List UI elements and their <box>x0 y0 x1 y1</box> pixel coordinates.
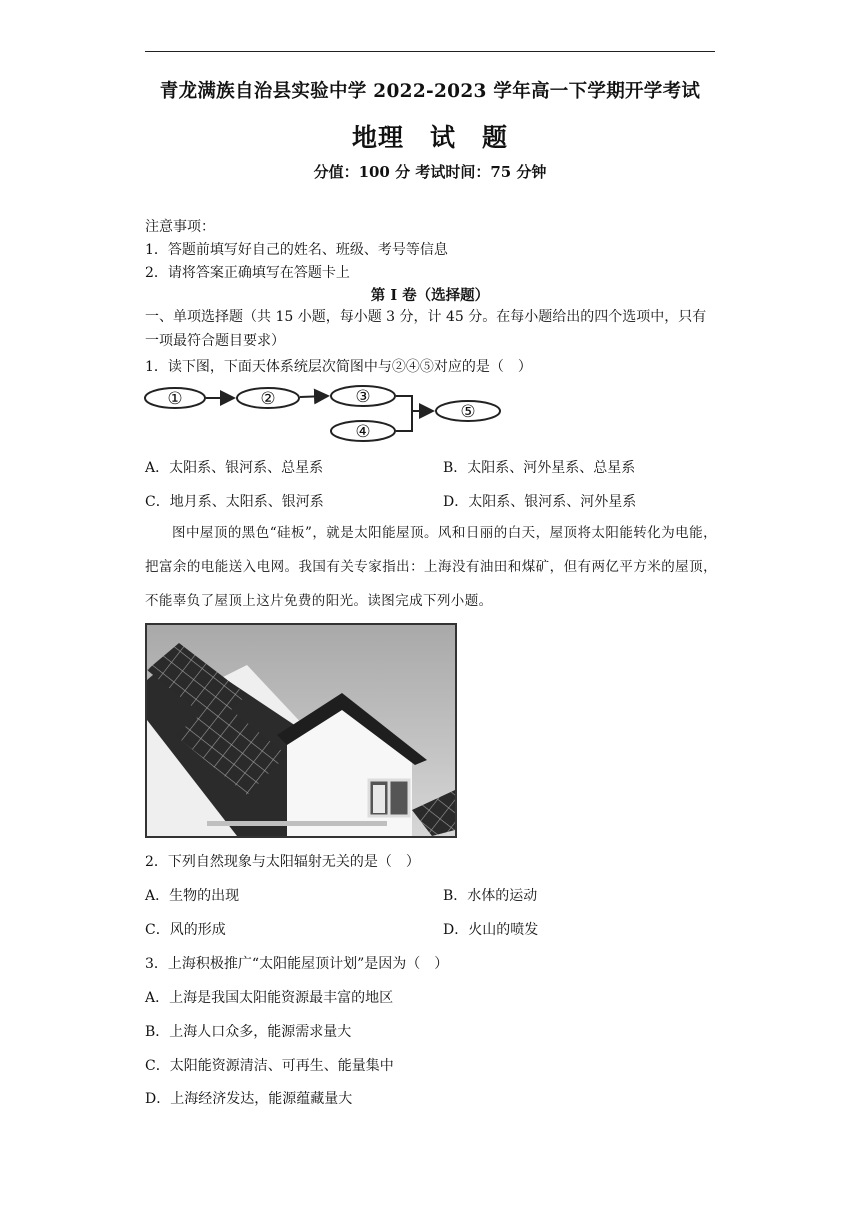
arrow-2-3 <box>300 396 328 397</box>
q1-option-c: C．地月系、太阳系、银河系 <box>145 494 324 510</box>
q3-option-a: A．上海是我国太阳能资源最丰富的地区 <box>145 990 394 1006</box>
q3-stem: 3．上海积极推广“太阳能屋顶计划”是因为（ ） <box>145 956 449 972</box>
notes-heading: 注意事项： <box>145 219 215 235</box>
section-instruction: 一、单项选择题（共 15 小题，每小题 3 分，计 45 分。在每小题给出的四个选项中，只有一项最符合题目要求） <box>145 309 707 349</box>
school-exam-title: 青龙满族自治县实验中学 2022-2023 学年高一下学期开学考试 <box>159 81 701 102</box>
subject-title: 地理 试 题 <box>351 123 508 152</box>
node-1-label: ① <box>167 389 183 409</box>
score-and-time: 分值：100 分 考试时间：75 分钟 <box>313 163 547 181</box>
node-2-label: ② <box>260 389 276 409</box>
q1-option-b: B．太阳系、河外星系、总星系 <box>443 460 636 476</box>
q1-option-d: D．太阳系、银河系、河外星系 <box>443 494 637 510</box>
note-item-1: 1．答题前填写好自己的姓名、班级、考号等信息 <box>145 242 448 258</box>
q3-option-d: D．上海经济发达，能源蕴藏量大 <box>145 1091 353 1107</box>
celestial-hierarchy-diagram <box>140 380 510 446</box>
q2-option-b: B．水体的运动 <box>443 888 538 904</box>
q2-option-c: C．风的形成 <box>145 922 226 938</box>
solar-roof-house-photo <box>145 623 457 838</box>
node-5-label: ⑤ <box>460 402 476 422</box>
q3-option-c: C．太阳能资源清洁、可再生、能量集中 <box>145 1058 394 1074</box>
q2-option-a: A．生物的出现 <box>145 888 240 904</box>
reading-passage: 图中屋顶的黑色“硅板”，就是太阳能屋顶。风和日丽的白天，屋顶将太阳能转化为电能，把富余的电能送入电网。我国有关专家指出：上海没有油田和煤矿，但有两亿平方米的屋顶，不能辜负了屋顶上这片免费的阳光。读图完成下列小题。 <box>145 525 717 609</box>
q2-option-d: D．火山的喷发 <box>443 922 539 938</box>
node-3-label: ③ <box>355 387 371 407</box>
q1-option-a: A．太阳系、银河系、总星系 <box>145 460 324 476</box>
q1-stem: 1．读下图，下面天体系统层次简图中与②④⑤对应的是（ ） <box>145 359 532 375</box>
note-item-2: 2．请将答案正确填写在答题卡上 <box>145 265 350 281</box>
section-title: 第 I 卷（选择题） <box>370 287 490 304</box>
bracket-3-4 <box>396 396 412 431</box>
q3-option-b: B．上海人口众多，能源需求量大 <box>145 1024 352 1040</box>
header-rule <box>145 51 715 52</box>
q2-stem: 2．下列自然现象与太阳辐射无关的是（ ） <box>145 854 420 870</box>
node-4-label: ④ <box>355 422 371 442</box>
